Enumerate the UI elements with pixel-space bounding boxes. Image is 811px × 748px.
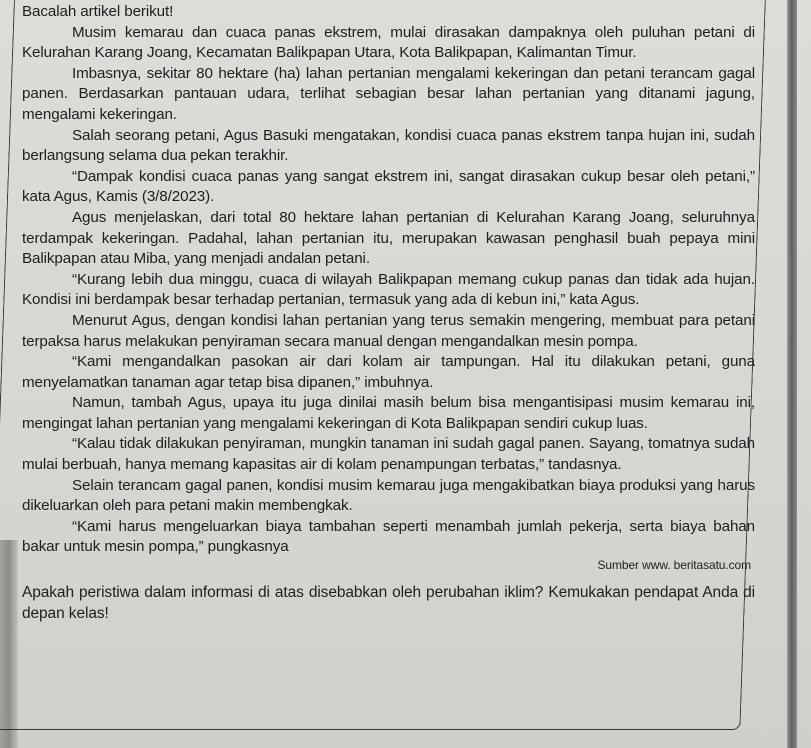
article-paragraph: “Kurang lebih dua minggu, cuaca di wilayah Balikpapan memang cukup panas dan tidak ada hujan. Kondisi ini berdampak besar terhadap pertanian, termasuk yang ada di kebun ini,” kata Agus.	[22, 270, 755, 309]
article-paragraph: “Kami mengandalkan pasokan air dari kolam air tampungan. Hal itu dilakukan petani, guna menyelamatkan tanaman agar tetap bisa dipanen,” imbuhnya.	[22, 353, 755, 391]
instruction-heading: Bacalah artikel berikut!	[22, 3, 174, 20]
article-paragraph: “Dampak kondisi cuaca panas yang sangat ekstrem ini, sangat dirasakan cukup besar oleh petani,” kata Agus, Kamis (3/8/2023).	[22, 167, 755, 206]
article-paragraph: “Kami harus mengeluarkan biaya tambahan seperti menambah jumlah pekerja, serta biaya bahan bakar untuk mesin pompa,” pungkasnya	[22, 517, 755, 556]
article-content	[22, 2, 755, 624]
article-paragraph: Agus menjelaskan, dari total 80 hektare lahan pertanian di Kelurahan Karang Joang, seluruhnya terdampak kekeringan. Padahal, lahan pertanian itu, merupakan kawasan penghasil buah pepaya mini Balikpapan atau Miba, yang menjadi andalan petani.	[22, 208, 755, 268]
article-paragraph: Selain terancam gagal panen, kondisi musim kemarau juga mengakibatkan biaya produksi yang harus dikeluarkan oleh para petani makin membengkak.	[22, 476, 755, 515]
article-paragraph: Salah seorang petani, Agus Basuki mengatakan, kondisi cuaca panas ekstrem tanpa hujan ini, sudah berlangsung selama dua pekan terakhir.	[22, 126, 755, 165]
article-paragraph: Imbasnya, sekitar 80 hektare (ha) lahan pertanian mengalami kekeringan dan petani terancam gagal panen. Berdasarkan pantauan udara, terlihat sebagian besar lahan pertanian yang ditanami jagung, mengalami kekeringan.	[22, 64, 755, 123]
article-paragraph: Musim kemarau dan cuaca panas ekstrem, mulai dirasakan dampaknya oleh puluhan petani di Kelurahan Karang Joang, Kecamatan Balikpapan Utara, Kota Balikpapan, Kalimantan Timur.	[22, 23, 755, 62]
article-paragraph: Menurut Agus, dengan kondisi lahan pertanian yang terus semakin mengering, membuat para petani terpaksa harus melakukan penyiraman secara manual dengan mengandalkan mesin pompa.	[22, 311, 755, 350]
discussion-question: Apakah peristiwa dalam informasi di atas disebabkan oleh perubahan iklim? Kemukakan pendapat Anda di depan kelas!	[22, 584, 755, 623]
source-citation: Sumber www. beritasatu.com	[597, 558, 751, 573]
article-paragraph: “Kalau tidak dilakukan penyiraman, mungkin tanaman ini sudah gagal panen. Sayang, tomatnya sudah mulai berbuah, hanya memang kapasitas air di kolam penampungan terbatas,” tandasnya.	[22, 435, 755, 474]
article-paragraph: Namun, tambah Agus, upaya itu juga dinilai masih belum bisa mengantisipasi musim kemarau ini, mengingat lahan pertanian yang mengalami kekeringan di Kota Balikpapan sendiri cukup luas.	[22, 394, 755, 432]
book-spine-shadow	[787, 0, 797, 748]
